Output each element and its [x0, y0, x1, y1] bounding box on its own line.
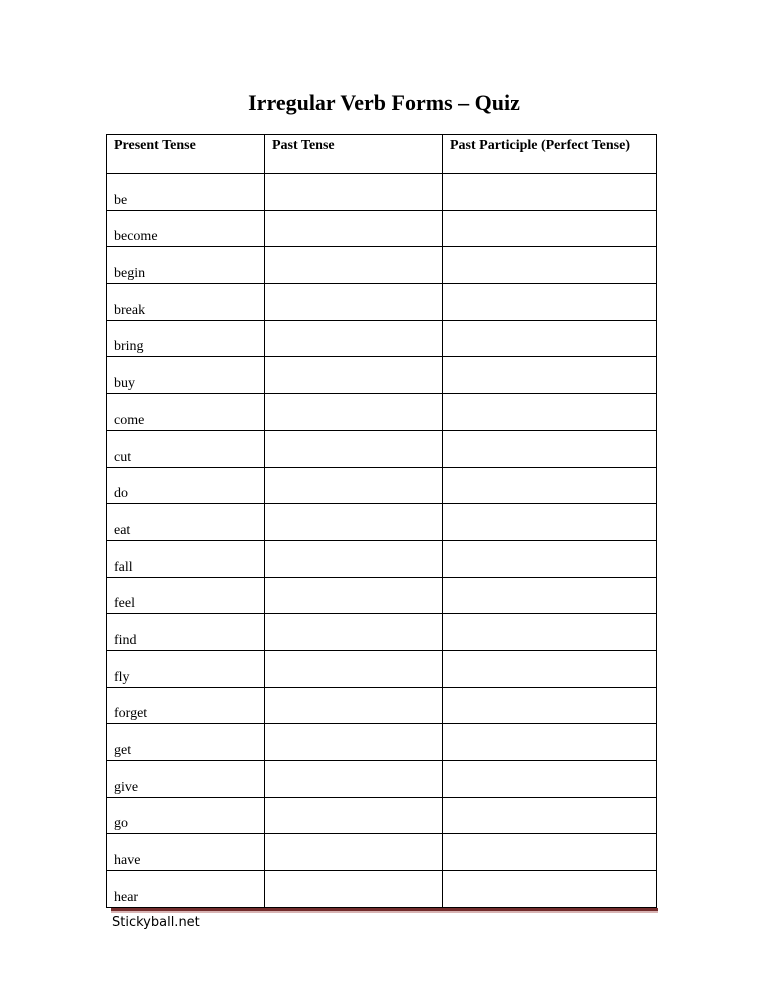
past-participle-answer-cell[interactable]	[443, 797, 657, 834]
present-tense-cell: fly	[107, 650, 265, 687]
present-tense-cell: break	[107, 284, 265, 321]
past-tense-answer-cell[interactable]	[265, 834, 443, 871]
past-tense-answer-cell[interactable]	[265, 320, 443, 357]
verb-quiz-table	[106, 134, 657, 908]
past-participle-answer-cell[interactable]	[443, 284, 657, 321]
table-row	[107, 724, 657, 761]
header-past-participle: Past Participle (Perfect Tense)	[443, 135, 657, 174]
table-row	[107, 761, 657, 798]
past-participle-answer-cell[interactable]	[443, 834, 657, 871]
past-tense-answer-cell[interactable]	[265, 577, 443, 614]
table-row	[107, 430, 657, 467]
table-row	[107, 210, 657, 247]
past-participle-answer-cell[interactable]	[443, 577, 657, 614]
table-row	[107, 834, 657, 871]
past-participle-answer-cell[interactable]	[443, 430, 657, 467]
present-tense-cell: cut	[107, 430, 265, 467]
past-tense-answer-cell[interactable]	[265, 724, 443, 761]
present-tense-cell: give	[107, 761, 265, 798]
present-tense-cell: have	[107, 834, 265, 871]
present-tense-cell: forget	[107, 687, 265, 724]
past-tense-answer-cell[interactable]	[265, 871, 443, 908]
footer-site-name: Stickyball.net	[112, 915, 200, 930]
present-tense-cell: eat	[107, 504, 265, 541]
table-row	[107, 540, 657, 577]
table-row	[107, 577, 657, 614]
past-participle-answer-cell[interactable]	[443, 394, 657, 431]
header-present-tense: Present Tense	[107, 135, 265, 174]
past-participle-answer-cell[interactable]	[443, 724, 657, 761]
footer-divider	[111, 908, 658, 913]
present-tense-cell: go	[107, 797, 265, 834]
past-tense-answer-cell[interactable]	[265, 504, 443, 541]
present-tense-cell: feel	[107, 577, 265, 614]
table-header-row	[107, 135, 657, 174]
past-participle-answer-cell[interactable]	[443, 504, 657, 541]
past-tense-answer-cell[interactable]	[265, 247, 443, 284]
past-tense-answer-cell[interactable]	[265, 761, 443, 798]
table-row	[107, 614, 657, 651]
past-tense-answer-cell[interactable]	[265, 687, 443, 724]
table-row	[107, 467, 657, 504]
past-participle-answer-cell[interactable]	[443, 614, 657, 651]
past-participle-answer-cell[interactable]	[443, 247, 657, 284]
present-tense-cell: do	[107, 467, 265, 504]
past-participle-answer-cell[interactable]	[443, 540, 657, 577]
past-participle-answer-cell[interactable]	[443, 687, 657, 724]
present-tense-cell: come	[107, 394, 265, 431]
table-row	[107, 320, 657, 357]
past-tense-answer-cell[interactable]	[265, 797, 443, 834]
past-tense-answer-cell[interactable]	[265, 650, 443, 687]
table-row	[107, 357, 657, 394]
present-tense-cell: be	[107, 174, 265, 211]
table-row	[107, 797, 657, 834]
present-tense-cell: begin	[107, 247, 265, 284]
present-tense-cell: buy	[107, 357, 265, 394]
table-row	[107, 394, 657, 431]
past-tense-answer-cell[interactable]	[265, 210, 443, 247]
past-participle-answer-cell[interactable]	[443, 357, 657, 394]
present-tense-cell: bring	[107, 320, 265, 357]
past-participle-answer-cell[interactable]	[443, 467, 657, 504]
present-tense-cell: hear	[107, 871, 265, 908]
table-row	[107, 650, 657, 687]
past-participle-answer-cell[interactable]	[443, 650, 657, 687]
past-participle-answer-cell[interactable]	[443, 761, 657, 798]
past-participle-answer-cell[interactable]	[443, 210, 657, 247]
past-participle-answer-cell[interactable]	[443, 871, 657, 908]
past-tense-answer-cell[interactable]	[265, 467, 443, 504]
page-title: Irregular Verb Forms – Quiz	[248, 90, 520, 115]
table-row	[107, 284, 657, 321]
present-tense-cell: find	[107, 614, 265, 651]
header-past-tense: Past Tense	[265, 135, 443, 174]
past-participle-answer-cell[interactable]	[443, 174, 657, 211]
table-row	[107, 247, 657, 284]
past-tense-answer-cell[interactable]	[265, 357, 443, 394]
present-tense-cell: get	[107, 724, 265, 761]
present-tense-cell: fall	[107, 540, 265, 577]
past-tense-answer-cell[interactable]	[265, 430, 443, 467]
present-tense-cell: become	[107, 210, 265, 247]
past-tense-answer-cell[interactable]	[265, 174, 443, 211]
past-tense-answer-cell[interactable]	[265, 394, 443, 431]
past-participle-answer-cell[interactable]	[443, 320, 657, 357]
table-row	[107, 174, 657, 211]
past-tense-answer-cell[interactable]	[265, 540, 443, 577]
table-row	[107, 504, 657, 541]
table-row	[107, 871, 657, 908]
past-tense-answer-cell[interactable]	[265, 284, 443, 321]
past-tense-answer-cell[interactable]	[265, 614, 443, 651]
table-row	[107, 687, 657, 724]
